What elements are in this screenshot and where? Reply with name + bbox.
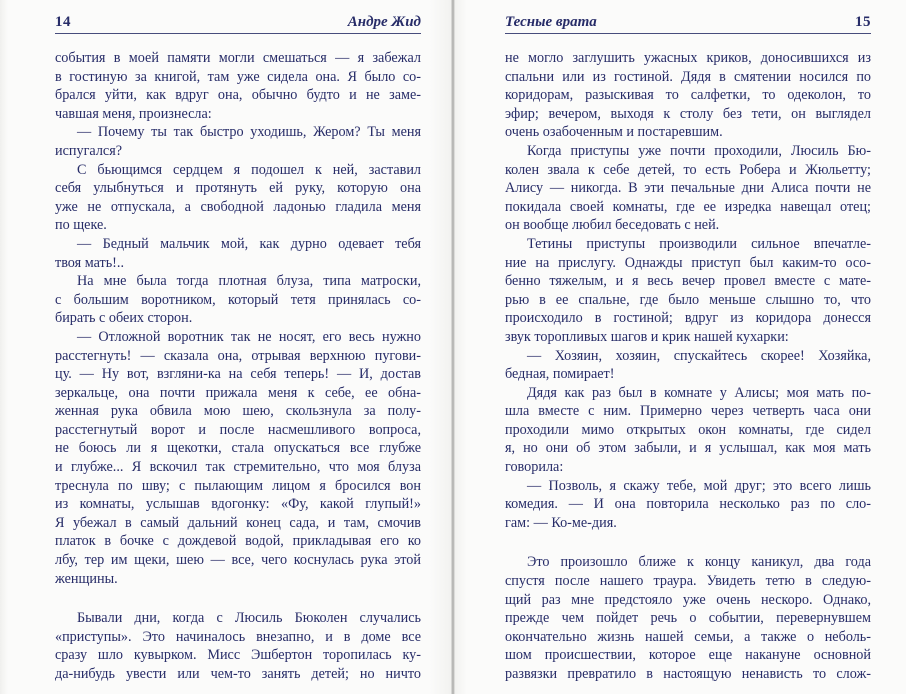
text-line: шла вместе с ним. Примерно через четверть часа они bbox=[505, 403, 871, 420]
running-header-author: Андре Жид bbox=[347, 14, 421, 30]
text-line: не могло заглушить ужасных криков, доносившихся из bbox=[505, 50, 871, 66]
text-line: прежде чем пойдет речь о событии, перевернувшем bbox=[505, 610, 871, 627]
text-line: ние на прислугу. Однажды приступ был каким-то осо- bbox=[505, 254, 871, 271]
text-line: — Почему ты так быстро уходишь, Жером? Ты меня bbox=[77, 124, 421, 141]
text-line: покидала своей комнаты, где ее изредка навещал отец; bbox=[505, 198, 871, 215]
text-line: колен звала к себе детей, то есть Робера и Жюльетту; bbox=[505, 161, 871, 178]
text-line: сразу шло кувырком. Мисс Эшбертон торопилась ку- bbox=[55, 647, 421, 664]
text-line: я, но они об этом забыли, и я услышал, как моя мать bbox=[505, 440, 871, 457]
page-header-right bbox=[505, 14, 871, 34]
text-line: он вообще любил беседовать с ней. bbox=[505, 217, 720, 234]
text-line: платок в бочке с дождевой водой, прикладывая его ко bbox=[55, 533, 421, 550]
text-line: рью в ее спальне, где было меньше слышно то, что bbox=[505, 291, 871, 308]
text-line: чавшая меня, произнесла: bbox=[55, 105, 212, 122]
text-line: бенно тяжелым, и я весь вечер провел вместе с мате- bbox=[505, 273, 871, 290]
text-line: коридорам, разыскивая то салфетки, то одеколон, то bbox=[505, 87, 871, 104]
text-line: женщины. bbox=[55, 570, 118, 587]
text-line: «приступы». Это начиналось внезапно, и в доме все bbox=[55, 628, 421, 645]
text-line: щий раз мне предстояло уже очень нескоро. Однако, bbox=[505, 591, 871, 608]
text-line: с большим воротником, который тетя принялась со- bbox=[55, 291, 421, 308]
running-header-title: Тесные врата bbox=[505, 14, 597, 30]
text-line: — Хозяин, хозяин, спускайтесь скорее! Хозяйка, bbox=[527, 347, 871, 364]
page-header-left bbox=[55, 14, 421, 34]
text-line: комедия. — И она повторила несколько раз по сло- bbox=[505, 496, 871, 513]
text-line: расстегнутый ворот и после насмешливого вопроса, bbox=[55, 421, 421, 438]
text-line: расстегнуть! — сказала она, отрывая верхнюю пугови- bbox=[55, 347, 421, 364]
page-body-right bbox=[505, 49, 871, 684]
text-line: цу. — Ну вот, взгляни-ка на себя теперь! — И, достав bbox=[55, 366, 421, 383]
text-line: бирать с обеих сторон. bbox=[55, 310, 193, 327]
text-line: из комнаты, услышав вдогонку: «Фу, какой глупый!» bbox=[55, 496, 421, 513]
page-left bbox=[0, 0, 451, 694]
text-line: С бьющимся сердцем я подошел к ней, заставил bbox=[77, 161, 421, 178]
text-line: бедная, помирает! bbox=[505, 366, 615, 383]
text-line: развязки превратило в настоящую ненависть то слож- bbox=[505, 666, 871, 682]
text-line: — Позволь, я скажу тебе, мой друг; это всего лишь bbox=[527, 477, 871, 494]
text-line: брался уйти, как вдруг она, обычно будто и не заме- bbox=[55, 87, 421, 104]
text-line: Я убежал в самый дальний конец сада, и там, смочив bbox=[55, 514, 421, 531]
text-line: спустя после нашего траура. Увидеть тетю в следую- bbox=[505, 573, 871, 590]
page-number-left: 14 bbox=[55, 14, 71, 30]
text-line: очень озабоченным и постаревшим. bbox=[505, 124, 723, 141]
text-line: звук торопливых шагов и крик нашей кухарки: bbox=[505, 328, 789, 345]
page-right bbox=[455, 0, 906, 694]
text-line: Алису — никогда. В эти печальные дни Алиса почти не bbox=[505, 180, 871, 197]
page-body-left bbox=[55, 49, 421, 684]
text-line: эфир; вечером, выходя к столу без тети, он выглядел bbox=[505, 105, 871, 122]
text-line: проходили мимо открытых окон комнаты, где сидел bbox=[505, 421, 871, 438]
text-line: испугался? bbox=[55, 142, 123, 159]
text-line: по щеке. bbox=[55, 217, 107, 234]
text-line: — Бедный мальчик мой, как дурно одевает тебя bbox=[77, 235, 421, 252]
text-line: Бывали дни, когда с Люсиль Бюколен случались bbox=[77, 610, 421, 627]
text-line: шом происшествии, которое еще накануне основной bbox=[505, 647, 871, 664]
text-line: в гостиную за книгой, там уже сидела она. Я было со- bbox=[55, 68, 421, 85]
text-line: события в моей памяти могли смешаться — я забежал bbox=[55, 50, 421, 66]
text-line: говорила: bbox=[505, 459, 564, 476]
text-line: — Отложной воротник так не носят, его весь нужно bbox=[77, 328, 421, 345]
text-line: лбу, тер им щеки, шею — все, чего коснулась рука этой bbox=[55, 552, 421, 569]
text-line: гам: — Ко-ме-дия. bbox=[505, 514, 617, 531]
text-line: уже не отпускала, а свободной ладонью гладила меня bbox=[55, 198, 421, 215]
text-line: Это произошло ближе к концу каникул, два года bbox=[527, 554, 871, 571]
text-line: женная рука обвила мою шею, скользнула за полу- bbox=[55, 403, 421, 420]
text-line: Дядя как раз был в комнате у Алисы; моя мать по- bbox=[527, 384, 871, 401]
text-line: Когда приступы уже почти проходили, Люсиль Бю- bbox=[527, 142, 871, 159]
page-number-right: 15 bbox=[855, 14, 871, 30]
text-line: На мне была тогда плотная блуза, типа матроски, bbox=[77, 273, 421, 290]
text-line: твоя мать!.. bbox=[55, 254, 124, 271]
text-line: треснула по шву; с пылающим лицом я бросился вон bbox=[55, 477, 421, 494]
text-line: окончательно жизнь нашей семьи, а также о неболь- bbox=[505, 628, 871, 645]
text-line: происходило в гостиной; вдруг из коридора донесся bbox=[505, 310, 871, 327]
text-line: да-нибудь увести или чем-то занять детей; но ничто bbox=[55, 666, 421, 682]
text-line: Тетины приступы производили сильное впечатле- bbox=[527, 235, 871, 252]
text-line: и глубже... Я вскочил так стремительно, что моя блуза bbox=[55, 459, 421, 476]
text-line: не боюсь ли я щекотки, стала опускаться все глубже bbox=[55, 440, 421, 457]
text-line: себя улыбнуться и протянуть ей руку, которую она bbox=[55, 180, 421, 197]
text-line: спальни или из гостиной. Дядя в смятении носился по bbox=[505, 68, 871, 85]
text-line: зеркальце, она почти прижала меня к себе, ее обна- bbox=[55, 384, 421, 401]
